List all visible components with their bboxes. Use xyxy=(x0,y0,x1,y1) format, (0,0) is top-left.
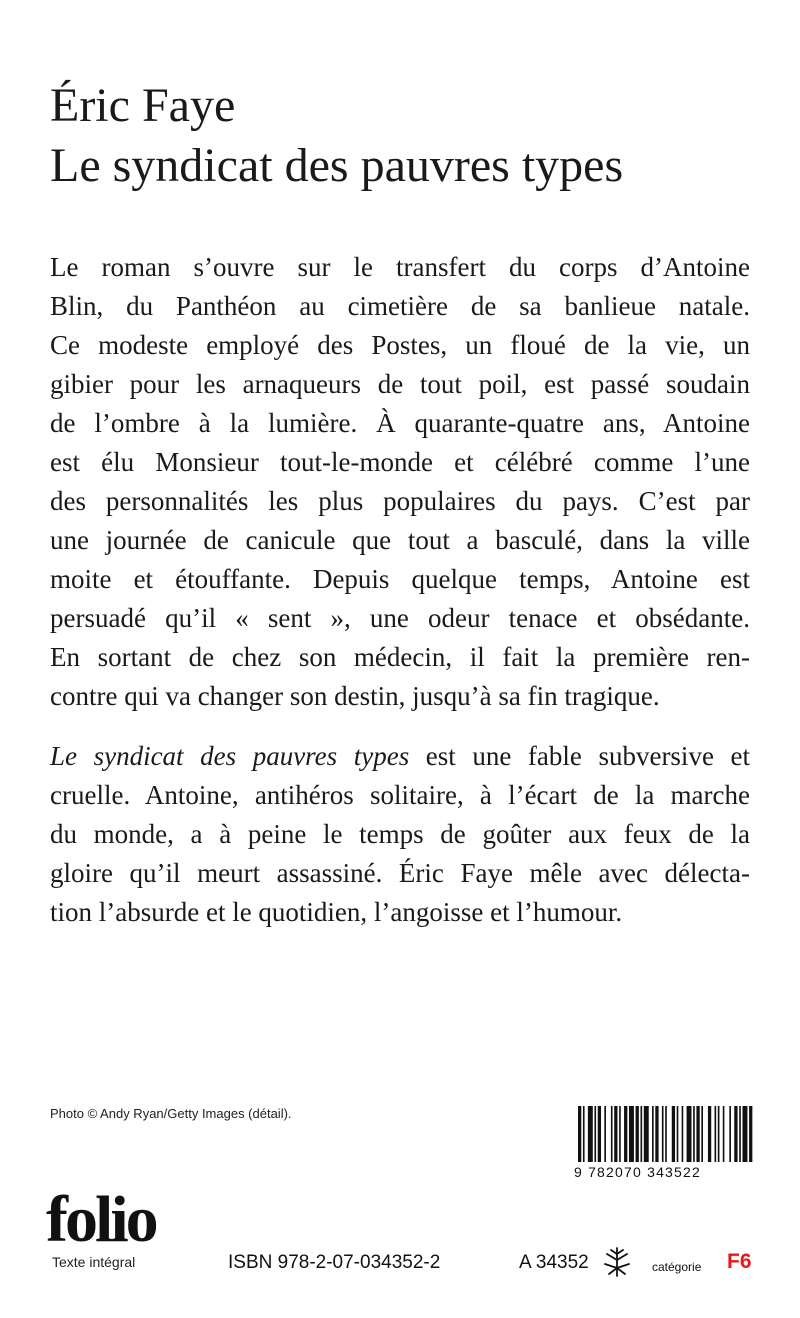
barcode-bar xyxy=(641,1106,643,1162)
book-blurb xyxy=(50,248,750,932)
barcode-bar xyxy=(682,1106,684,1162)
barcode-bar xyxy=(687,1106,692,1162)
category-label: catégorie xyxy=(652,1260,702,1274)
barcode-bar xyxy=(708,1106,711,1162)
blurb-line: de l’ombre à la lumière. À quarante-quatre ans, Antoine xyxy=(50,408,750,438)
blurb-line: une journée de canicule que tout a basculé, dans la ville xyxy=(50,525,750,555)
barcode-bar xyxy=(696,1106,699,1162)
folio-logo: folio xyxy=(46,1183,156,1256)
blurb-italic-title: Le syndicat des pauvres types xyxy=(50,741,410,771)
barcode-bar xyxy=(729,1106,731,1162)
barcode-bar xyxy=(715,1106,717,1162)
barcode-bar xyxy=(611,1106,613,1162)
blurb-line: des personnalités les plus populaires du pays. C’est par xyxy=(50,486,750,516)
photo-credit: Photo © Andy Ryan/Getty Images (détail). xyxy=(50,1106,292,1121)
barcode-bar xyxy=(583,1106,585,1162)
blurb-line: contre qui va changer son destin, jusqu’à sa fin tragique. xyxy=(50,681,660,711)
blurb-line: Ce modeste employé des Postes, un floué de la vie, un xyxy=(50,330,750,360)
blurb-line-rest: est une fable subversive et xyxy=(409,741,750,771)
blurb-line: Le roman s’ouvre sur le transfert du corps d’Antoine xyxy=(50,252,750,282)
barcode-bar xyxy=(614,1106,617,1162)
blurb-line xyxy=(50,737,750,776)
barcode-bar xyxy=(723,1106,725,1162)
blurb-line: gibier pour les arnaqueurs de tout poil, est passé soudain xyxy=(50,369,750,399)
blurb-line: En sortant de chez son médecin, il fait la première ren- xyxy=(50,642,750,672)
barcode-bar xyxy=(672,1106,675,1162)
blurb-line: tion l’absurde et le quotidien, l’angoisse et l’humour. xyxy=(50,897,623,927)
barcode-bar xyxy=(652,1106,654,1162)
barcode-bar xyxy=(644,1106,649,1162)
blurb-line: gloire qu’il meurt assassiné. Éric Faye mêle avec délecta- xyxy=(50,858,750,888)
barcode-bar xyxy=(665,1106,667,1162)
logo-subtitle: Texte intégral xyxy=(52,1254,136,1270)
barcode-bar xyxy=(598,1106,601,1162)
barcode-bar xyxy=(594,1106,596,1162)
barcode-bar xyxy=(734,1106,737,1162)
blurb-line: moite et étouffante. Depuis quelque temps, Antoine est xyxy=(50,564,750,594)
book-title: Le syndicat des pauvres types xyxy=(50,139,624,192)
category-code: F6 xyxy=(727,1250,752,1273)
barcode-bar xyxy=(718,1106,720,1162)
barcode-bar xyxy=(636,1106,639,1162)
barcode-digits: 9 782070 343522 xyxy=(574,1164,701,1180)
blurb-paragraph-2 xyxy=(50,737,750,932)
barcode-bar xyxy=(701,1106,703,1162)
barcode-bar xyxy=(624,1106,627,1162)
barcode-bar xyxy=(677,1106,679,1162)
barcode-bar xyxy=(588,1106,593,1162)
barcode-bar xyxy=(749,1106,752,1162)
barcode-bar xyxy=(655,1106,658,1162)
barcode xyxy=(578,1106,754,1194)
barcode-bar xyxy=(629,1106,634,1162)
book-author: Éric Faye xyxy=(50,79,236,132)
barcode-bar xyxy=(662,1106,664,1162)
isbn: ISBN 978-2-07-034352-2 xyxy=(228,1252,441,1273)
barcode-bar xyxy=(693,1106,695,1162)
catalog-code: A 34352 xyxy=(519,1252,589,1273)
barcode-bar xyxy=(619,1106,621,1162)
barcode-bar xyxy=(604,1106,606,1162)
blurb-line: Blin, du Panthéon au cimetière de sa banlieue natale. xyxy=(50,291,750,321)
blurb-line: est élu Monsieur tout-le-monde et célébré comme l’une xyxy=(50,447,750,477)
barcode-bar xyxy=(739,1106,741,1162)
barcode-bar xyxy=(742,1106,747,1162)
blurb-line: du monde, a à peine le temps de goûter aux feux de la xyxy=(50,819,750,849)
barcode-bar xyxy=(578,1106,581,1162)
barcode-bars xyxy=(578,1106,754,1162)
blurb-line: persuadé qu’il « sent », une odeur tenace et obsédante. xyxy=(50,603,750,633)
blurb-line: cruelle. Antoine, antihéros solitaire, à l’écart de la marche xyxy=(50,780,750,810)
folio-emblem-icon xyxy=(603,1246,631,1278)
blurb-paragraph-1 xyxy=(50,248,750,716)
